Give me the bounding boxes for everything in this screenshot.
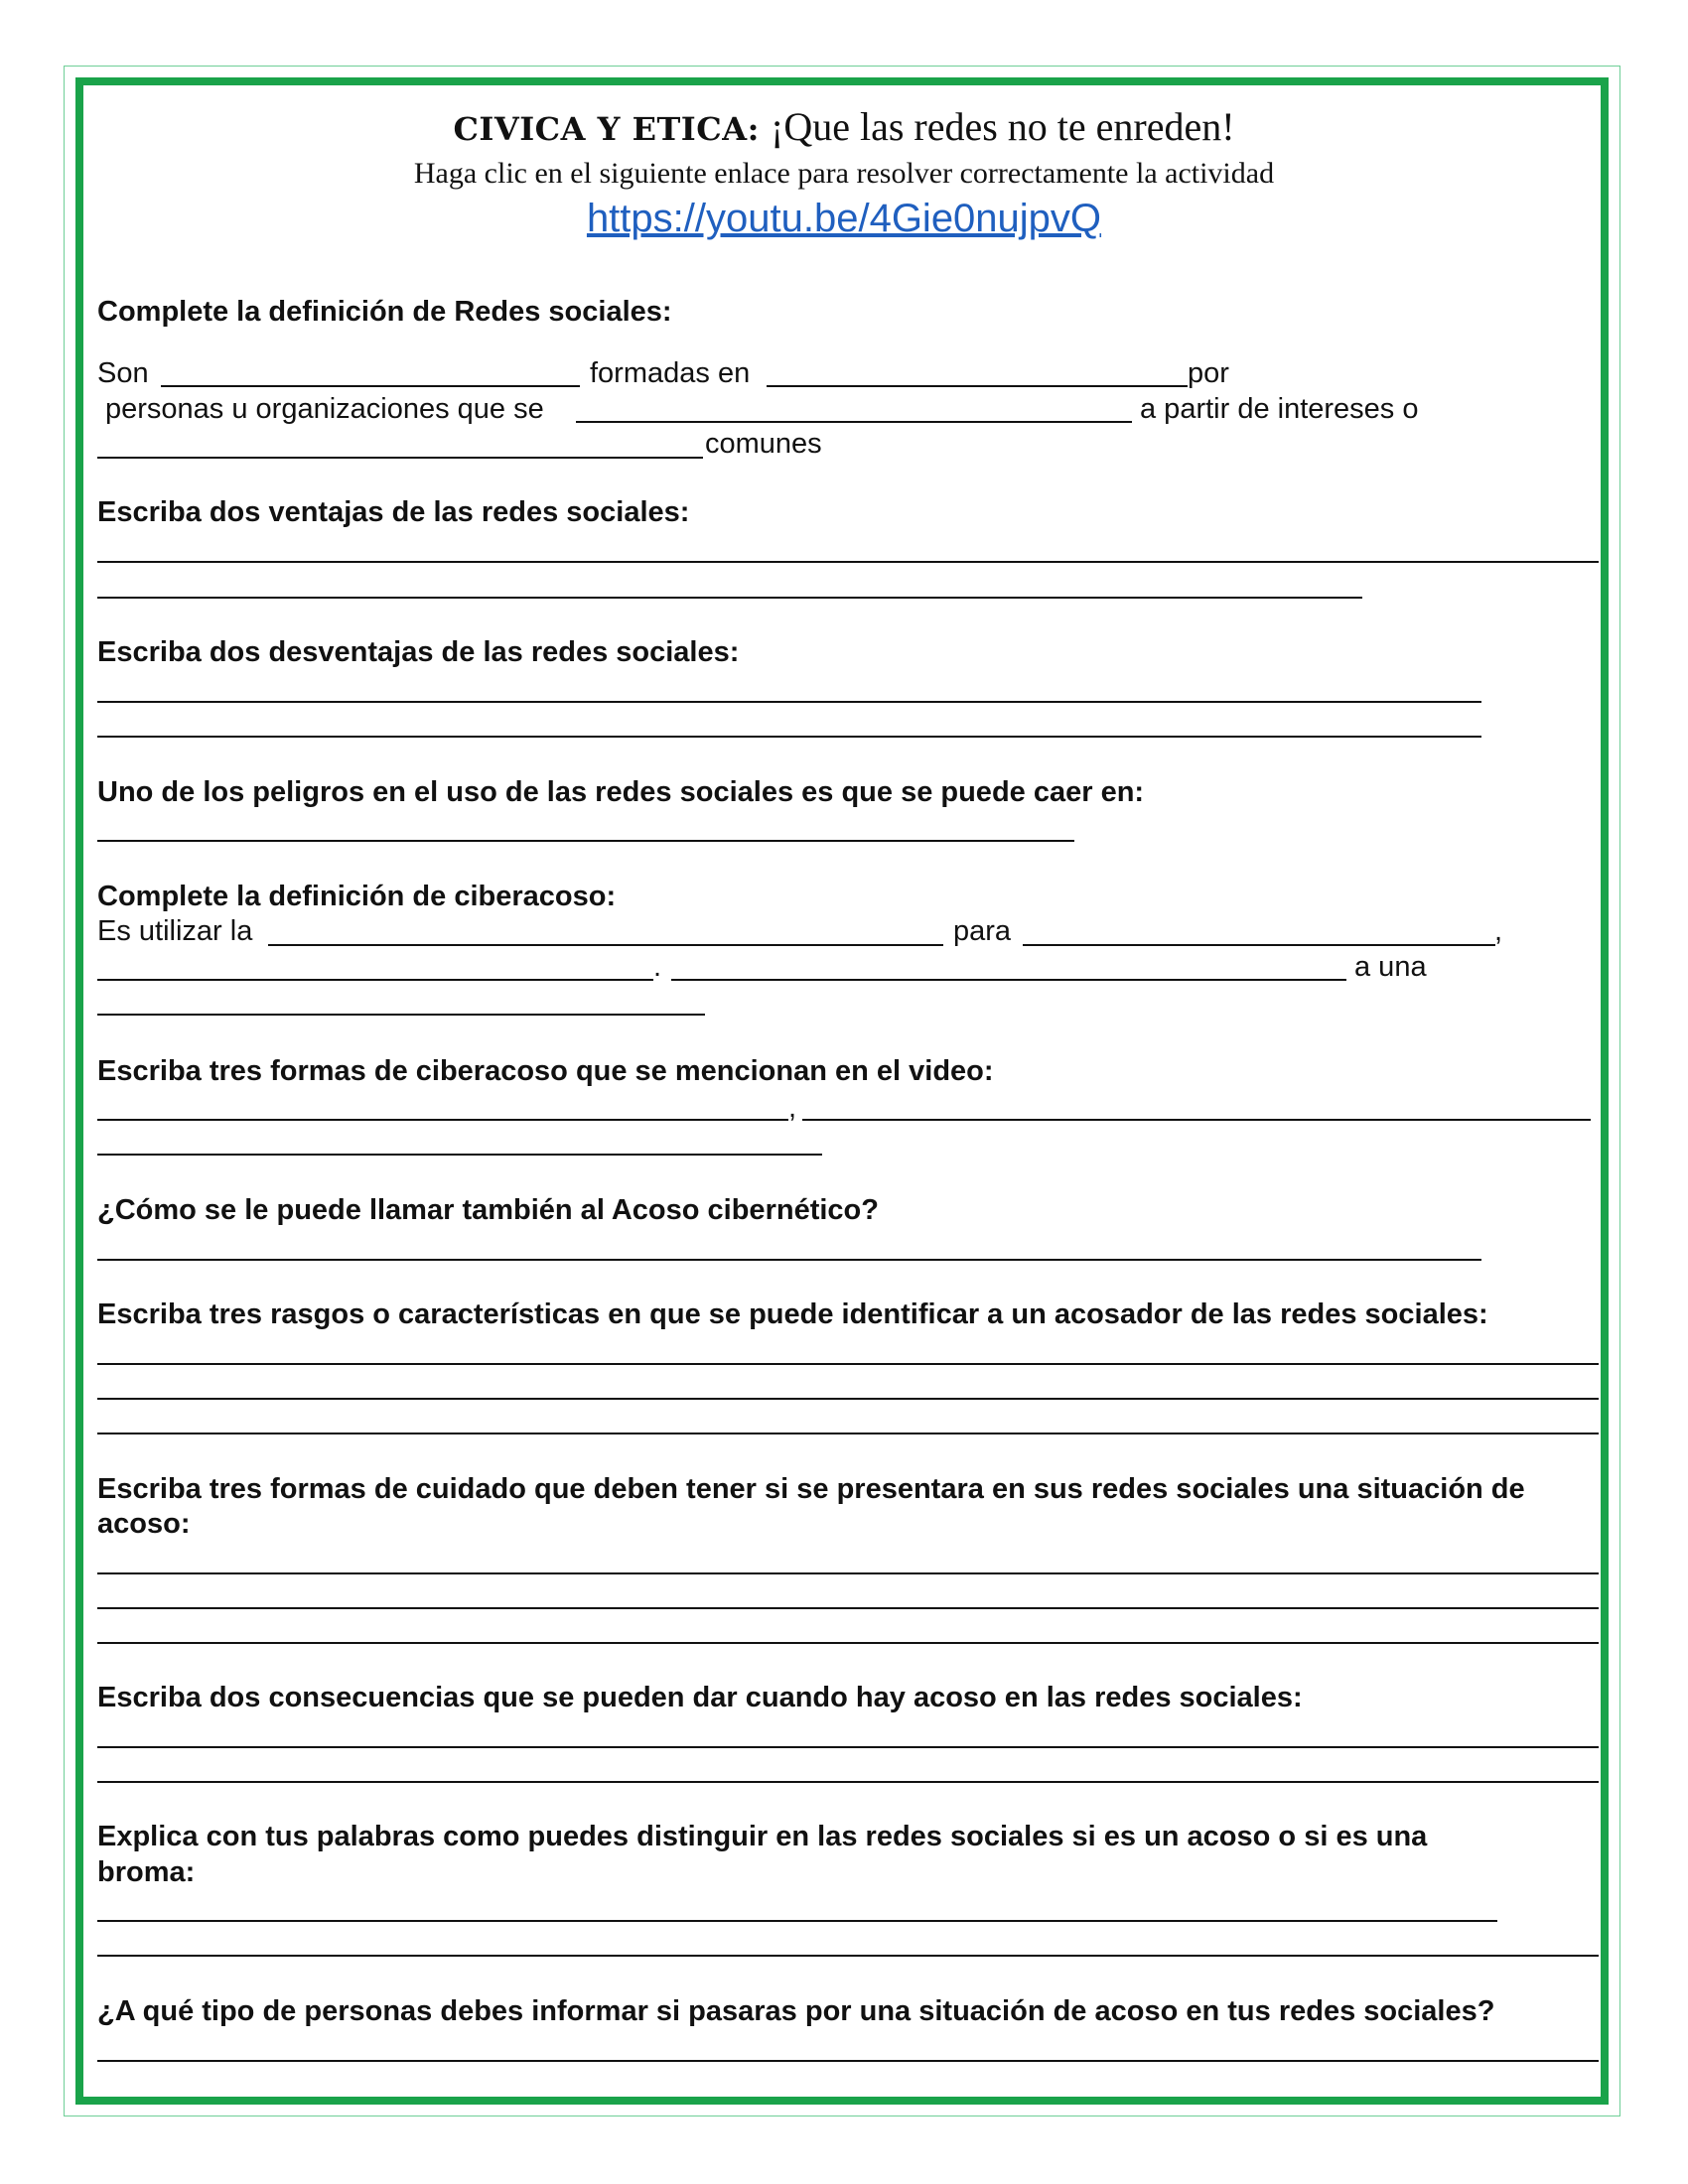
video-link[interactable]: https://youtu.be/4Gie0nujpvQ	[586, 197, 1102, 240]
q10-answer-line-2[interactable]	[97, 1781, 1599, 1783]
q1-personas: personas u organizaciones que se	[105, 393, 544, 425]
q5-blank-3[interactable]	[97, 979, 653, 981]
q4-answer-line[interactable]	[97, 840, 1074, 842]
q8-answer-line-1[interactable]	[97, 1363, 1599, 1365]
q9-answer-line-3[interactable]	[97, 1642, 1599, 1644]
q9-prompt-line-2: acoso:	[97, 1508, 191, 1540]
q1-por: por	[1188, 357, 1229, 389]
q9-answer-line-1[interactable]	[97, 1572, 1599, 1574]
q5-blank-5[interactable]	[97, 1014, 705, 1016]
q6-blank-2[interactable]	[802, 1119, 1591, 1121]
video-link-container	[0, 197, 1688, 241]
worksheet-border	[75, 77, 1609, 2105]
q5-blank-4[interactable]	[671, 979, 1346, 981]
subject-label: CIVICA Y ETICA:	[453, 110, 760, 148]
q8-prompt: Escriba tres rasgos o características en que se puede identificar a un acosador de las redes sociales:	[97, 1298, 1488, 1330]
q1-a-partir: a partir de intereses o	[1140, 393, 1419, 425]
q8-answer-line-3[interactable]	[97, 1433, 1599, 1434]
q12-prompt: ¿A qué tipo de personas debes informar si pasaras por una situación de acoso en tus redes sociales?	[97, 1995, 1495, 2027]
q1-formadas-en: formadas en	[590, 357, 751, 389]
q1-blank-2[interactable]	[767, 385, 1188, 387]
q2-prompt: Escriba dos ventajas de las redes sociales:	[97, 496, 690, 528]
q10-answer-line-1[interactable]	[97, 1746, 1599, 1748]
q5-period: .	[653, 951, 662, 983]
q12-answer-line[interactable]	[97, 2060, 1599, 2062]
q5-es-utilizar: Es utilizar la	[97, 915, 253, 947]
q11-prompt-line-2: broma:	[97, 1856, 196, 1888]
q1-blank-4[interactable]	[97, 457, 703, 459]
q9-answer-line-2[interactable]	[97, 1607, 1599, 1609]
q10-prompt: Escriba dos consecuencias que se pueden dar cuando hay acoso en las redes sociales:	[97, 1682, 1303, 1713]
q7-answer-line[interactable]	[97, 1259, 1481, 1261]
q8-answer-line-2[interactable]	[97, 1398, 1599, 1400]
q11-answer-line-1[interactable]	[97, 1920, 1497, 1922]
q3-prompt: Escriba dos desventajas de las redes sociales:	[97, 636, 740, 668]
q2-answer-line-2[interactable]	[97, 597, 1362, 599]
q3-answer-line-2[interactable]	[97, 736, 1481, 738]
q6-comma: ,	[788, 1092, 797, 1124]
q4-prompt: Uno de los peligros en el uso de las redes sociales es que se puede caer en:	[97, 776, 1145, 808]
title-text: ¡Que las redes no te enreden!	[771, 104, 1235, 149]
q5-a-una: a una	[1354, 951, 1427, 983]
q1-blank-1[interactable]	[161, 385, 580, 387]
q5-prompt: Complete la definición de ciberacoso:	[97, 881, 617, 912]
q1-prompt: Complete la definición de Redes sociales:	[97, 296, 672, 328]
worksheet-title	[0, 103, 1688, 150]
q5-para: para	[953, 915, 1012, 947]
q6-prompt: Escriba tres formas de ciberacoso que se mencionan en el video:	[97, 1055, 994, 1087]
q6-blank-1[interactable]	[97, 1119, 788, 1121]
q5-blank-2[interactable]	[1023, 944, 1495, 946]
q11-answer-line-2[interactable]	[97, 1955, 1599, 1957]
q5-comma: ,	[1494, 915, 1503, 947]
q6-blank-3[interactable]	[97, 1154, 822, 1156]
q5-blank-1[interactable]	[268, 944, 943, 946]
q1-son: Son	[97, 357, 149, 389]
q2-answer-line-1[interactable]	[97, 561, 1599, 563]
q3-answer-line-1[interactable]	[97, 701, 1481, 703]
q1-comunes: comunes	[705, 428, 822, 460]
q7-prompt: ¿Cómo se le puede llamar también al Acoso cibernético?	[97, 1194, 879, 1226]
q1-blank-3[interactable]	[576, 421, 1132, 423]
instruction-text: Haga clic en el siguiente enlace para resolver correctamente la actividad	[413, 157, 1275, 190]
q9-prompt-line-1: Escriba tres formas de cuidado que deben tener si se presentara en sus redes sociales una situación de	[97, 1473, 1525, 1505]
q11-prompt-line-1: Explica con tus palabras como puedes distinguir en las redes sociales si es un acoso o si es una	[97, 1821, 1428, 1852]
